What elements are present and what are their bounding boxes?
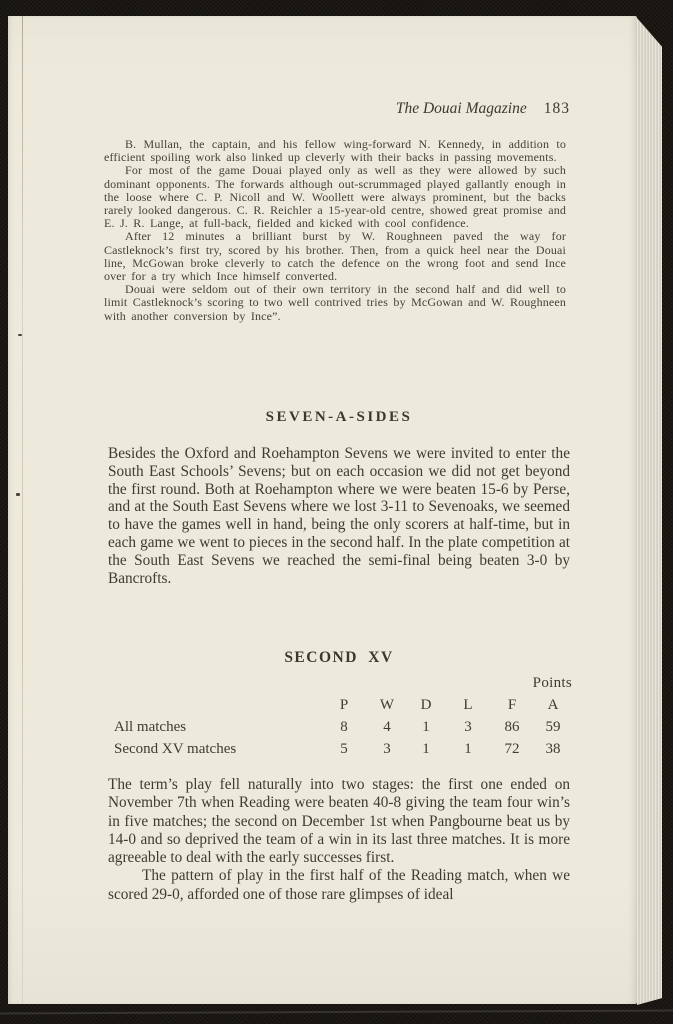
cell-lost: 3 [464,719,472,735]
second-xv-commentary [108,776,570,904]
cell-points-against: 59 [545,719,561,735]
points-label: Points [532,675,572,691]
page-number: 183 [543,100,570,117]
cell-played: 8 [340,719,348,735]
cover-bottom-seam [0,1010,673,1015]
column-header-points-for: F [507,697,517,713]
magazine-page [8,16,637,1004]
results-table [108,672,572,760]
table-header-row [108,694,572,716]
paper-speck [16,493,20,496]
cell-points-for: 86 [504,719,520,735]
rugby-report [104,138,566,323]
column-header-lost: L [463,697,473,713]
row-label: All matches [114,719,187,735]
report-paragraph: For most of the game Douai played only as well as they were allowed by such dominant opponents. The forwards although out-scrummaged played gallantly enough in the loose where C. P. Nicoll and W. Woollett were always prominent, but the backs rarely looked dangerous. C. R. Reichler a 15-year-old centre, showed great promise and E. J. R. Lange, at full-back, fielded and kicked with cool confidence. [104,163,566,231]
second-xv-section-heading: SECOND XV [284,649,394,666]
sevens-section [108,445,570,587]
report-paragraph: Douai were seldom out of their own territory in the second half and did well to limit Castleknock’s scoring to two well contrived tries by McGowan and W. Roughneen with another conversion by Ince”. [104,282,566,323]
magazine-title: The Douai Magazine [395,100,527,117]
row-label: Second XV matches [114,741,237,757]
paper-speck [18,334,22,336]
running-header [108,101,570,117]
cell-won: 4 [383,719,391,735]
report-paragraph: After 12 minutes a brilliant burst by W. Roughneen paved the way for Castleknock’s first try, scored by his brother. Then, from a quick heel near the Douai line, McGowan broke cleverly to catch the defence on the wrong foot and send Ince over for a try which Ince himself converted. [104,229,566,284]
column-header-points-against: A [547,697,559,713]
cell-drawn: 1 [422,719,430,735]
table-row-all-matches [108,716,572,738]
cell-played: 5 [340,741,348,757]
column-header-played: P [339,697,349,713]
commentary-paragraph: The pattern of play in the first half of the Reading match, when we scored 29-0, afforded one of those rare glimpses of ideal [108,867,570,903]
cell-lost: 1 [464,741,472,757]
report-paragraph: B. Mullan, the captain, and his fellow wing-forward N. Kennedy, in addition to efficient spoiling work also linked up cleverly with their backs in passing movements. [104,137,566,165]
sevens-section-heading: SEVEN-A-SIDES [265,409,413,425]
cell-points-for: 72 [504,741,520,757]
cell-drawn: 1 [422,741,430,757]
cell-won: 3 [383,741,391,757]
column-header-won: W [379,697,395,713]
empty-header-cell [108,694,320,716]
table-row-second-xv-matches [108,738,572,760]
cell-points-against: 38 [545,741,561,757]
stacked-page-edges [637,18,662,1005]
sevens-paragraph: Besides the Oxford and Roehampton Sevens we were invited to enter the South East Schools’ Sevens; but on each occasion we did not get beyond the first round. Both at Roehampton where we were beaten 15-6 by Perse, and at the South East Sevens where we lost 3-11 to Sevenoaks, we seemed to have the games well in hand, being the only scorers at half-time, but in each game we went to pieces in the second half. In the plate competition at the South East Sevens we reached the semi-final being beaten 3-0 by Bancrofts. [108,445,570,587]
page-crease [22,16,23,1004]
column-header-drawn: D [420,697,432,713]
commentary-paragraph: The term’s play fell naturally into two stages: the first one ended on November 7th when Reading were beaten 40-8 giving the team four win’s in five matches; the second on December 1st when Pangbourne beat us by 14-0 and so deprived the team of a win in its last three matches. It is more agreeable to deal with the early successes first. [108,776,570,867]
